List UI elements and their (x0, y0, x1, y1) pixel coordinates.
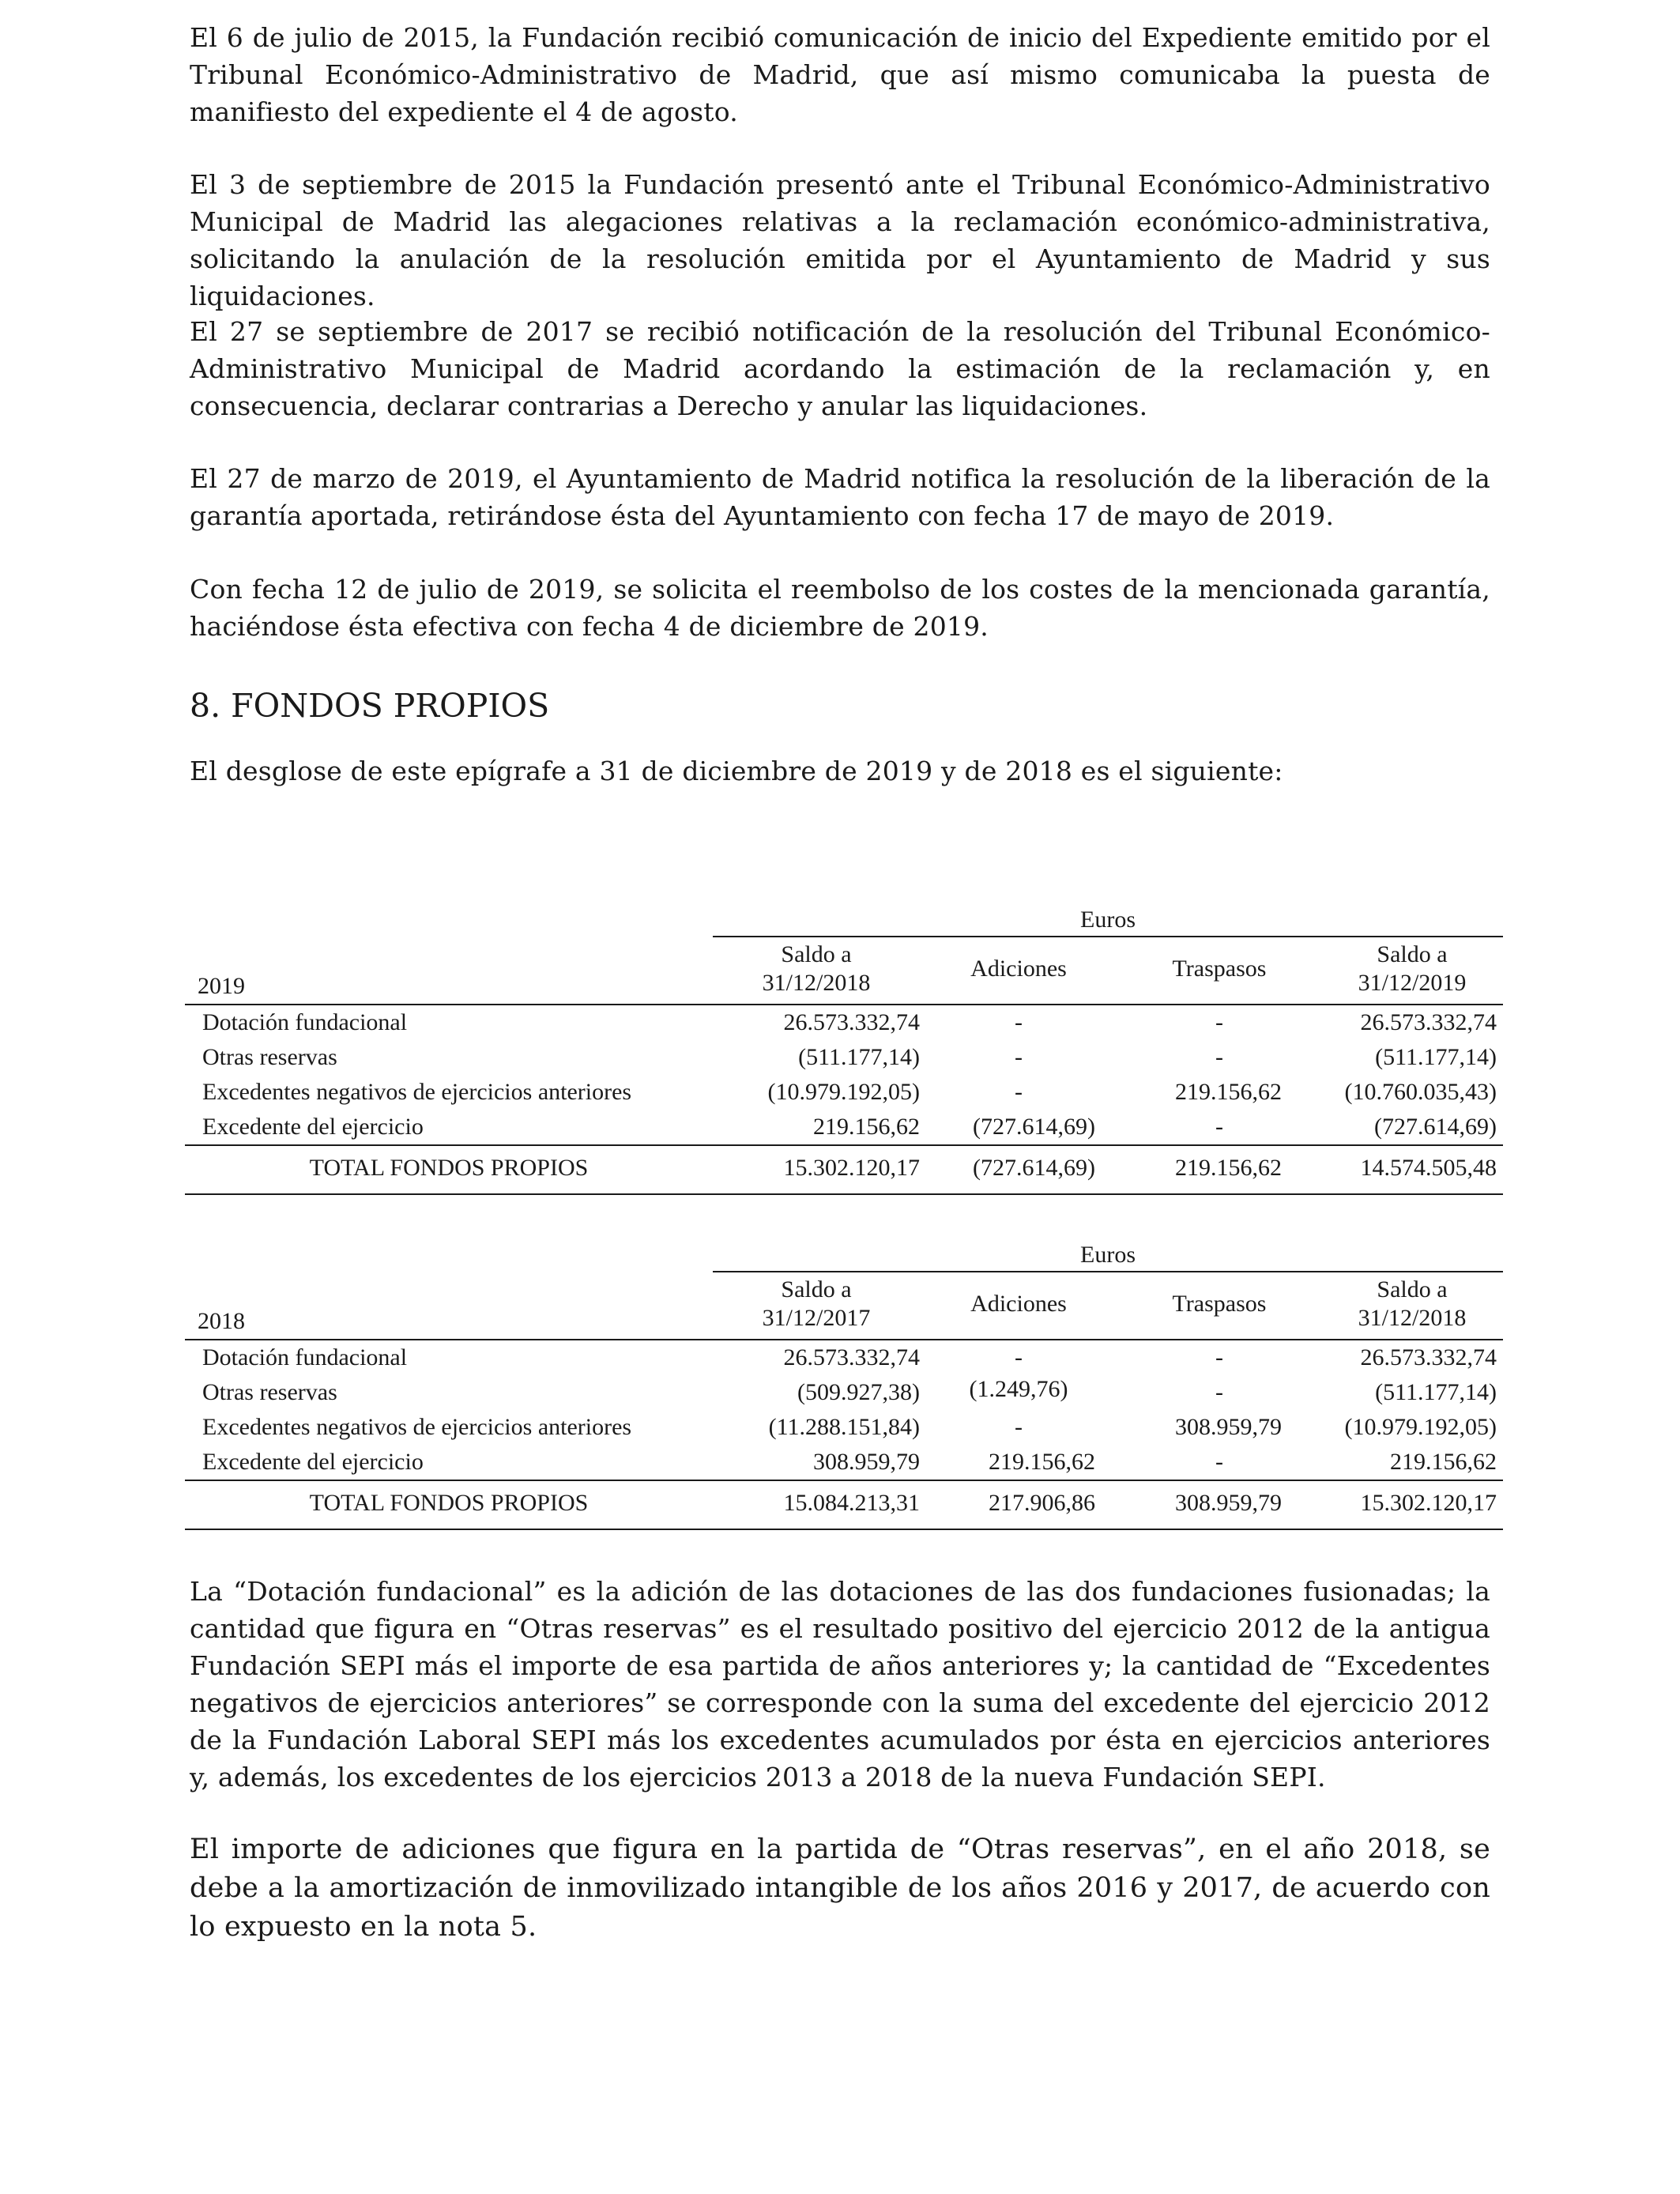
column-header-traspasos: Traspasos (1172, 1291, 1267, 1317)
row-concept: Otras reservas (202, 1379, 337, 1405)
total-value: 219.156,62 (1175, 1155, 1282, 1181)
row-concept: Excedente del ejercicio (202, 1114, 424, 1140)
column-header-line: Saldo a (1377, 1276, 1448, 1302)
paragraph-reembolso-costes: Con fecha 12 de julio de 2019, se solicita el reembolso de los costes de la mencionada garantía, haciéndose ésta efectiva con fecha 4 de diciembre de 2019. (190, 574, 1490, 642)
cell-value: (10.760.035,43) (1344, 1079, 1497, 1105)
row-concept: Excedentes negativos de ejercicios anteriores (202, 1079, 632, 1105)
cell-value: 26.573.332,74 (1360, 1009, 1497, 1035)
table-year-label: 2019 (198, 973, 245, 999)
cell-value: - (1215, 1044, 1223, 1070)
table-divider (185, 1144, 1503, 1146)
table-year-label: 2018 (198, 1308, 245, 1334)
paragraph-expediente-inicio: El 6 de julio de 2015, la Fundación recibió comunicación de inicio del Expediente emitido por el Tribunal Económico-Administrativo de Madrid, que así mismo comunicaba la puesta de manifiesto del expediente el 4 de agosto. (190, 22, 1490, 127)
cell-value: 26.573.332,74 (783, 1009, 920, 1035)
table-row (185, 1075, 1503, 1110)
table-row (185, 1110, 1503, 1144)
cell-value: (10.979.192,05) (767, 1079, 920, 1105)
column-header-saldo-final (1321, 1276, 1503, 1333)
table-divider (185, 1529, 1503, 1530)
table-row (185, 1375, 1503, 1410)
total-value: 308.959,79 (1175, 1490, 1282, 1516)
cell-value: - (1215, 1379, 1223, 1405)
table-row (185, 1040, 1503, 1075)
cell-value: (511.177,14) (798, 1044, 920, 1070)
cell-value: - (1015, 1044, 1023, 1070)
table-divider (713, 936, 1503, 937)
column-header-line: 31/12/2018 (762, 970, 871, 996)
column-header-line: Saldo a (781, 941, 852, 967)
cell-value: 26.573.332,74 (783, 1344, 920, 1370)
paragraph-dotacion-fundacional: La “Dotación fundacional” es la adición de las dotaciones de las dos fundaciones fusionadas; la cantidad que figura en “Otras reservas” es el resultado positivo del ejercicio 2012 de la antigua Fundación SEPI más el importe de esa partida de años anteriores y; la cantidad de “Excedentes negativos de ejercicios anteriores” se corresponde con la suma del excedente del ejercicio 2012 de la Fundación Laboral SEPI más los excedentes acumulados por ésta en ejercicios anteriores y, además, los excedentes de los ejercicios 2013 a 2018 de la nueva Fundación SEPI. (190, 1576, 1490, 1793)
cell-value: (10.979.192,05) (1344, 1414, 1497, 1440)
column-header-traspasos: Traspasos (1172, 956, 1267, 982)
cell-value: - (1015, 1414, 1023, 1440)
table-currency-label: Euros (1080, 907, 1136, 933)
cell-value: 219.156,62 (1175, 1079, 1282, 1105)
cell-value: - (1215, 1344, 1223, 1370)
cell-value: 308.959,79 (1175, 1414, 1282, 1440)
table-currency-label: Euros (1080, 1242, 1136, 1268)
total-label: TOTAL FONDOS PROPIOS (309, 1490, 589, 1516)
paragraph-resolucion-tribunal: El 27 se septiembre de 2017 se recibió notificación de la resolución del Tribunal Económico-Administrativo Municipal de Madrid acordando la estimación de la reclamación y, en consecuencia, declarar contrarias a Derecho y anular las liquidaciones. (190, 316, 1490, 421)
table-divider (185, 1480, 1503, 1481)
table-row (185, 1410, 1503, 1445)
total-label: TOTAL FONDOS PROPIOS (309, 1155, 589, 1181)
paragraph-liberacion-garantia: El 27 de marzo de 2019, el Ayuntamiento de Madrid notifica la resolución de la liberación de la garantía aportada, retirándose ésta del Ayuntamiento con fecha 17 de mayo de 2019. (190, 463, 1490, 531)
paragraph-alegaciones: El 3 de septiembre de 2015 la Fundación presentó ante el Tribunal Económico-Administrativo Municipal de Madrid las alegaciones relativas a la reclamación económico-administrativa, solicitando la anulación de la resolución emitida por el Ayuntamiento de Madrid y sus liquidaciones. (190, 169, 1490, 311)
column-header-line: Saldo a (1377, 941, 1448, 967)
cell-value: - (1215, 1449, 1223, 1475)
table-total-row (185, 1148, 1503, 1189)
row-concept: Excedentes negativos de ejercicios anteriores (202, 1414, 632, 1440)
section-heading: 8. FONDOS PROPIOS (190, 687, 550, 725)
total-value: 217.906,86 (989, 1490, 1095, 1516)
cell-value: (509.927,38) (797, 1379, 920, 1405)
column-header-adiciones: Adiciones (970, 1291, 1067, 1317)
table-row (185, 1340, 1503, 1375)
row-concept: Dotación fundacional (202, 1009, 408, 1035)
cell-value: - (1015, 1344, 1023, 1370)
column-header-saldo-final (1321, 941, 1503, 997)
cell-value: (11.288.151,84) (768, 1414, 920, 1440)
cell-value: - (1215, 1009, 1223, 1035)
column-header-line: Saldo a (781, 1276, 852, 1302)
table-row (185, 1445, 1503, 1480)
table-total-row (185, 1483, 1503, 1524)
column-header-saldo-inicial (713, 1276, 920, 1333)
column-header-line: 31/12/2019 (1358, 970, 1467, 996)
cell-value: - (1015, 1009, 1023, 1035)
column-header-saldo-inicial (713, 941, 920, 997)
cell-value: 308.959,79 (813, 1449, 920, 1475)
cell-value: 219.156,62 (813, 1114, 920, 1140)
paragraph-importe-adiciones: El importe de adiciones que figura en la partida de “Otras reservas”, en el año 2018, se debe a la amortización de inmovilizado intangible de los años 2016 y 2017, de acuerdo con lo expuesto en la nota 5. (190, 1834, 1490, 1943)
total-value: 14.574.505,48 (1360, 1155, 1497, 1181)
total-value: 15.302.120,17 (1360, 1490, 1497, 1516)
total-value: 15.084.213,31 (783, 1490, 920, 1516)
column-header-line: 31/12/2018 (1358, 1305, 1467, 1331)
row-concept: Excedente del ejercicio (202, 1449, 424, 1475)
row-concept: Otras reservas (202, 1044, 337, 1070)
total-value: 15.302.120,17 (783, 1155, 920, 1181)
cell-value: 219.156,62 (989, 1449, 1095, 1475)
table-row (185, 1005, 1503, 1040)
table-divider (713, 1271, 1503, 1272)
section-intro: El desglose de este epígrafe a 31 de diciembre de 2019 y de 2018 es el siguiente: (190, 756, 1283, 786)
cell-value: - (1215, 1114, 1223, 1140)
cell-value: (727.614,69) (973, 1114, 1095, 1140)
column-header-adiciones: Adiciones (970, 956, 1067, 982)
cell-value: (511.177,14) (1375, 1379, 1497, 1405)
column-header-line: 31/12/2017 (762, 1305, 871, 1331)
cell-value: (1.249,76) (969, 1376, 1068, 1402)
cell-value: (727.614,69) (1374, 1114, 1497, 1140)
total-value: (727.614,69) (973, 1155, 1095, 1181)
cell-value: - (1015, 1079, 1023, 1105)
table-fondos-propios-2018 (185, 1241, 1503, 1541)
table-divider (185, 1193, 1503, 1195)
cell-value: (511.177,14) (1375, 1044, 1497, 1070)
table-fondos-propios-2019 (185, 906, 1503, 1206)
cell-value: 26.573.332,74 (1360, 1344, 1497, 1370)
cell-value: 219.156,62 (1390, 1449, 1497, 1475)
row-concept: Dotación fundacional (202, 1344, 408, 1370)
